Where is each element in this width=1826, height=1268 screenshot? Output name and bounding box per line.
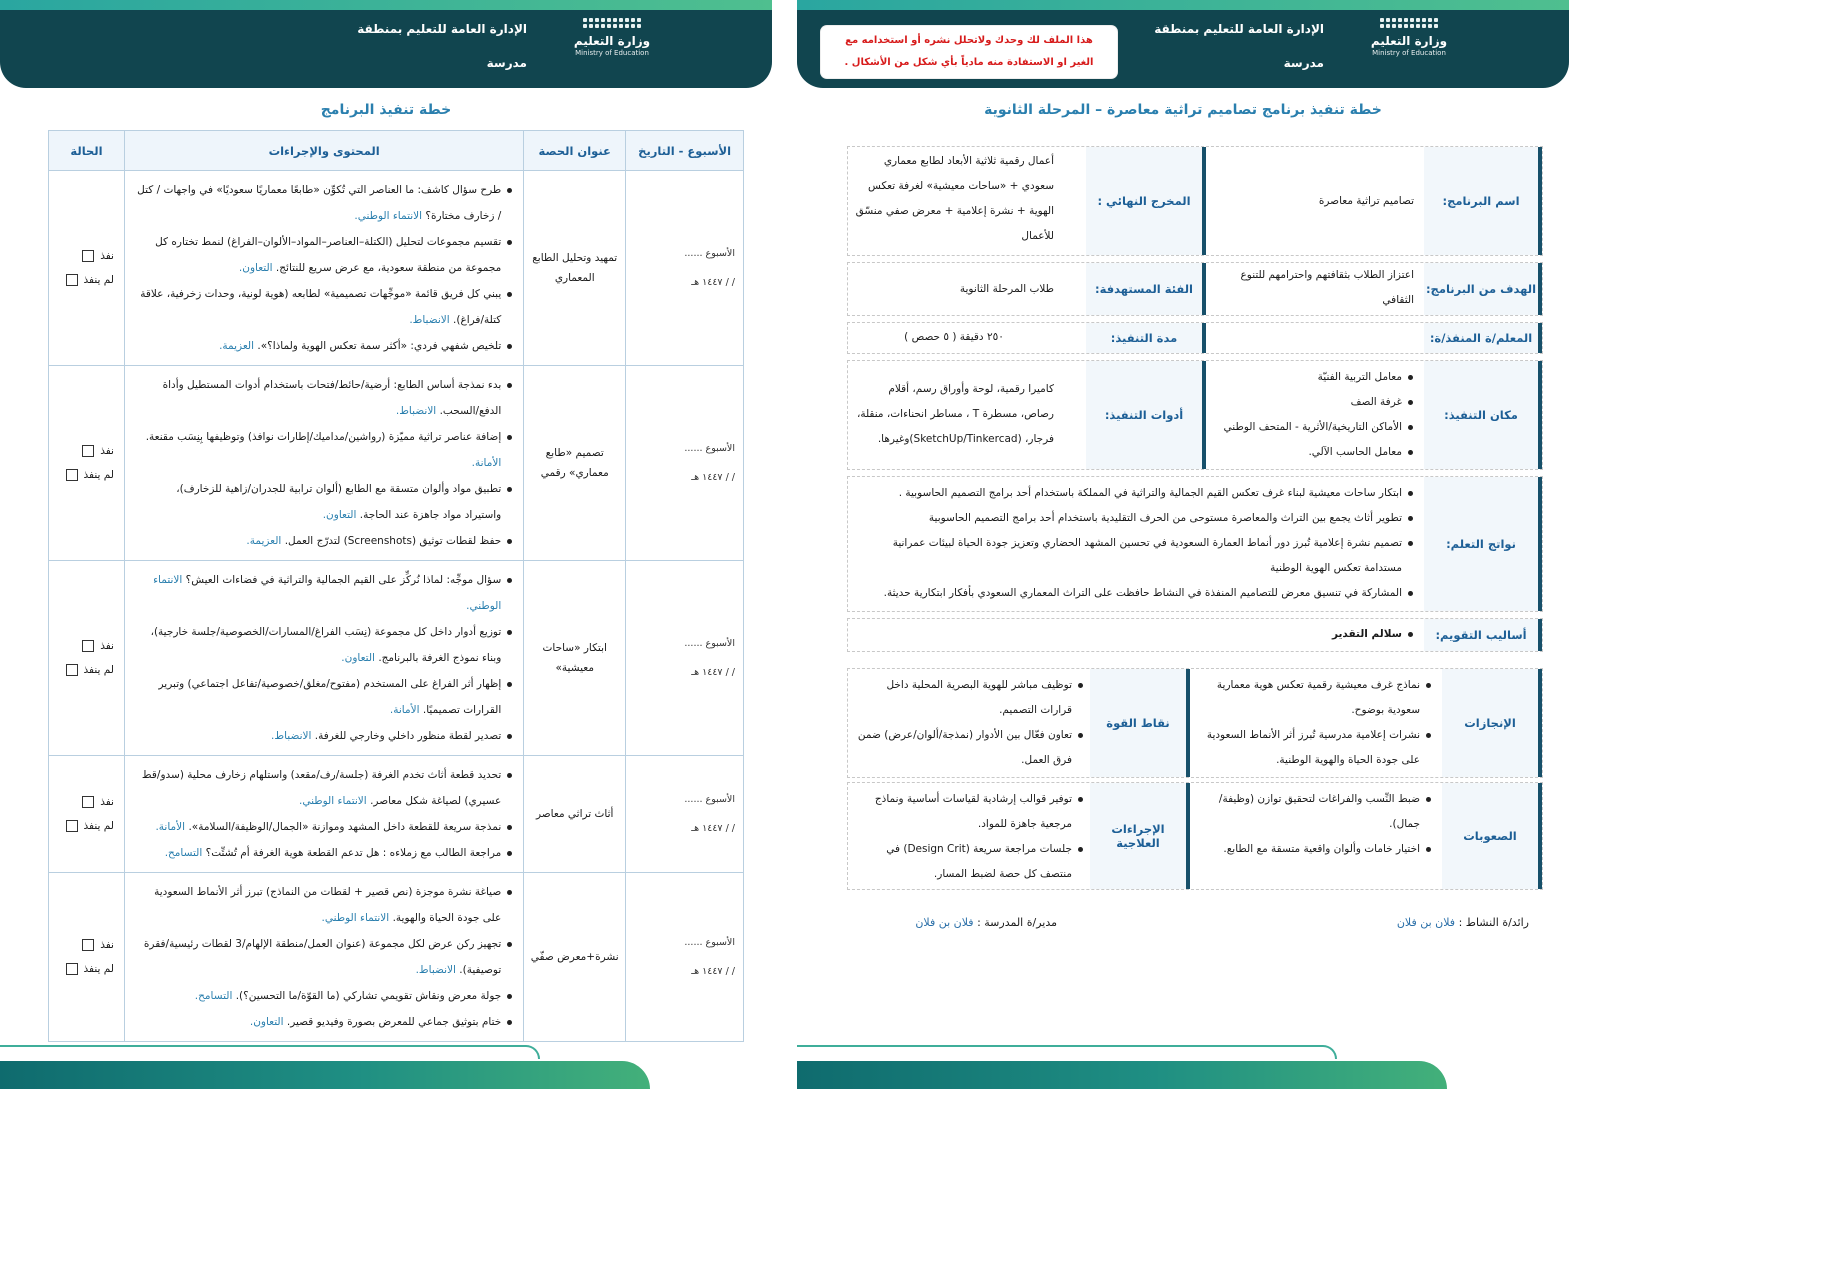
footer-band	[0, 1061, 650, 1089]
program-name-label: اسم البرنامج:	[1424, 147, 1542, 255]
week-date-cell: الأسبوع ...... / / ١٤٤٧ هـ	[626, 873, 744, 1042]
page-title: خطة تنفيذ برنامج تصاميم تراثية معاصرة – المرحلة الثانوية	[984, 102, 1382, 118]
ministry-logo	[1369, 18, 1449, 58]
place-list	[1218, 365, 1414, 465]
achievements-list	[1196, 673, 1432, 773]
content-item: صياغة نشرة موجزة (نص قصير + لقطات من النماذج) تبرز أثر الأنماط السعودية على جودة الحياة والهوية. الانتماء الوطني.	[137, 879, 513, 931]
logo-arabic: وزارة التعليم	[573, 34, 651, 48]
left-page	[0, 0, 772, 1089]
week-date-cell: الأسبوع ...... / / ١٤٤٧ هـ	[626, 171, 744, 366]
status-cell: نفذ لم ينفذ	[49, 873, 125, 1042]
program-name-value: تصاميم تراثية معاصرة	[1318, 194, 1414, 207]
footer-band	[797, 1061, 1447, 1089]
week-date-cell: الأسبوع ...... / / ١٤٤٧ هـ	[626, 756, 744, 873]
program-name-row	[847, 146, 1543, 256]
done-checkbox[interactable]	[82, 250, 94, 262]
table-row	[49, 561, 744, 756]
header-band	[0, 0, 772, 88]
outcome-item: تصميم نشرة إعلامية تُبرز دور أنماط العمارة السعودية في تحسين المشهد الحضاري وتعزيز جودة الحياة لبيئات عمرانية مستدامة تعكس الهوية الوطنية	[858, 531, 1414, 581]
goal-value: اعتزاز الطلاب بثقافتهم واحترامهم للتنوع الثقافي	[1240, 269, 1414, 306]
remedy-item: توفير قوالب إرشادية لقياسات أساسية ونماذج مرجعية جاهزة للمواد.	[854, 787, 1084, 837]
status-cell: نفذ لم ينفذ	[49, 171, 125, 366]
logo-dots-icon	[572, 18, 652, 28]
table-row	[49, 756, 744, 873]
content-item: مراجعة الطالب مع زملاءه : هل تدعم القطعة هوية الغرفة أم تُشتِّت؟ التسامح.	[137, 840, 513, 866]
session-title: نشرة+معرض صفّي	[524, 873, 626, 1042]
duration-value: ٢٥٠ دقيقة ( ٥ حصص )	[904, 331, 1004, 343]
column-header: الأسبوع - التاريخ	[626, 131, 744, 171]
done-checkbox[interactable]	[82, 640, 94, 652]
content-item: تجهيز ركن عرض لكل مجموعة (عنوان العمل/منطقة الإلهام/3 لقطات رئيسية/فقرة توصيفية). الانضباط.	[137, 931, 513, 983]
plan-table	[48, 130, 744, 1042]
activity-leader-name: فلان بن فلان	[1396, 916, 1456, 929]
school-label: مدرسة	[1283, 56, 1324, 70]
content-cell	[124, 756, 523, 873]
content-item: جولة معرض ونقاش تقويمي تشاركي (ما القوّة/ما التحسين؟). التسامح.	[137, 983, 513, 1009]
target-value: طلاب المرحلة الثانوية	[959, 282, 1054, 295]
right-page	[797, 0, 1569, 1089]
principal-signature: مدير/ة المدرسة : فلان بن فلان	[915, 916, 1057, 929]
strength-item: توظيف مباشر للهوية البصرية المحلية داخل قرارات التصميم.	[854, 673, 1084, 723]
content-item: حفظ لقطات توثيق (Screenshots) لتدرّج العمل. العزيمة.	[137, 528, 513, 554]
logo-dots-icon	[1369, 18, 1449, 28]
place-item: معامل التربية الفنيّة	[1218, 365, 1414, 390]
activity-leader-signature: رائد/ة النشاط : فلان بن فلان	[1396, 916, 1529, 929]
target-label: الفئة المستهدفة:	[1086, 263, 1206, 315]
difficulties-row	[847, 782, 1543, 890]
done-checkbox[interactable]	[82, 939, 94, 951]
teacher-row	[847, 322, 1543, 354]
goal-label: الهدف من البرنامج:	[1424, 263, 1542, 315]
table-row	[49, 171, 744, 366]
column-header: عنوان الحصة	[524, 131, 626, 171]
content-item: توزيع أدوار داخل كل مجموعة (نِسَب الفراغ/المسارات/الخصوصية/جلسة خارجية)، وبناء نموذج الغرفة بالبرنامج. التعاون.	[137, 619, 513, 671]
copyright-warning: هذا الملف لك وحدك ولاتحلل نشره أو استخدامه مع الغير او الاستفادة منه مادياً بأي شكل من الأشكال .	[821, 26, 1117, 78]
logo-english: Ministry of Education	[1372, 49, 1446, 57]
achievements-row	[847, 668, 1543, 778]
principal-name: فلان بن فلان	[915, 916, 974, 929]
table-row	[49, 873, 744, 1042]
content-cell	[124, 873, 523, 1042]
not-done-checkbox[interactable]	[66, 274, 78, 286]
done-checkbox[interactable]	[82, 796, 94, 808]
not-done-checkbox[interactable]	[66, 820, 78, 832]
content-item: بدء نمذجة أساس الطابع: أرضية/حائط/فتحات باستخدام أدوات المستطيل وأداة الدفع/السحب. الانضباط.	[137, 372, 513, 424]
place-item: معامل الحاسب الآلي.	[1218, 440, 1414, 465]
outcome-item: ابتكار ساحات معيشية لبناء غرف تعكس القيم الجمالية والتراثية في المملكة باستخدام أحد برامج التصميم الحاسوبية .	[858, 481, 1414, 506]
outcome-item: تطوير أثاث يجمع بين التراث والمعاصرة مستوحى من الحرف التقليدية باستخدام أحد برامج التصميم الحاسوبية	[858, 506, 1414, 531]
tools-value: كاميرا رقمية، لوحة وأوراق رسم، أقلام رصاص، مسطرة T ، مساطر انحناءات، منقلة، فرجار، (SketchUp/Tinkercad)وغيرها.	[856, 383, 1054, 445]
content-item: تلخيص شفهي فردي: «أكثر سمة تعكس الهوية ولماذا؟». العزيمة.	[137, 333, 513, 359]
column-header: المحتوى والإجراءات	[124, 131, 523, 171]
strengths-label: نقاط القوة	[1090, 669, 1190, 777]
week-date-cell: الأسبوع ...... / / ١٤٤٧ هـ	[626, 366, 744, 561]
content-item: تحديد قطعة أثاث تخدم الغرفة (جلسة/رف/مقعد) واستلهام زخارف محلية (سدو/قط عسيري) لصياغة شكل معاصر. الانتماء الوطني.	[137, 762, 513, 814]
remedy-item: جلسات مراجعة سريعة (Design Crit) في منتصف كل حصة لضبط المسار.	[854, 837, 1084, 887]
not-done-checkbox[interactable]	[66, 963, 78, 975]
session-title: ابتكار «ساحات معيشية»	[524, 561, 626, 756]
assessment-label: أساليب التقويم:	[1424, 619, 1542, 651]
content-item: إضافة عناصر تراثية مميّزة (رواشين/مداميك/إطارات نوافذ) وتوظيفها بِنِسَب مقنعة. الأمانة.	[137, 424, 513, 476]
place-row	[847, 360, 1543, 470]
final-output-value: أعمال رقمية ثلاثية الأبعاد لطابع معماري سعودي + «ساحات معيشية» لغرفة تعكس الهوية + نشرة إعلامية + معرض صفي منسّق للأعمال	[855, 155, 1054, 242]
duration-label: مدة التنفيذ:	[1086, 323, 1206, 353]
ministry-logo	[572, 18, 652, 58]
not-done-checkbox[interactable]	[66, 664, 78, 676]
outcomes-row	[847, 476, 1543, 612]
teacher-label: المعلم/ة المنفذ/ة:	[1424, 323, 1542, 353]
content-item: تقسيم مجموعات لتحليل (الكتلة–العناصر–المواد–الألوان–الفراغ) لنمط تختاره كل مجموعة من منطقة سعودية، مع عرض سريع للنتائج. التعاون.	[137, 229, 513, 281]
assessment-item: سلالم التقدير	[858, 622, 1414, 647]
table-row	[49, 366, 744, 561]
outcomes-list	[858, 481, 1414, 606]
content-cell	[124, 171, 523, 366]
session-title: أثاث تراثي معاصر	[524, 756, 626, 873]
session-title: تمهيد وتحليل الطابع المعماري	[524, 171, 626, 366]
remedies-label: الإجراءات العلاجية	[1090, 783, 1190, 889]
content-cell	[124, 366, 523, 561]
status-cell: نفذ لم ينفذ	[49, 756, 125, 873]
achievements-label: الإنجازات	[1442, 669, 1542, 777]
logo-arabic: وزارة التعليم	[1370, 34, 1448, 48]
content-item: تصدير لقطة منظور داخلي وخارجي للغرفة. الانضباط.	[137, 723, 513, 749]
difficulties-label: الصعوبات	[1442, 783, 1542, 889]
school-label: مدرسة	[486, 56, 527, 70]
place-item: الأماكن التاريخية/الأثرية - المتحف الوطني	[1218, 415, 1414, 440]
content-item: سؤال موجِّه: لماذا نُركِّز على القيم الجمالية والتراثية في فضاءات العيش؟ الانتماء الوطني.	[137, 567, 513, 619]
logo-english: Ministry of Education	[575, 49, 649, 57]
outcome-item: المشاركة في تنسيق معرض للتصاميم المنفذة في النشاط حافظت على التراث المعماري السعودي بأفكار ابتكارية حديثة.	[858, 581, 1414, 606]
place-label: مكان التنفيذ:	[1424, 361, 1542, 469]
tools-label: أدوات التنفيذ:	[1086, 361, 1206, 469]
column-header: الحالة	[49, 131, 125, 171]
content-item: يبني كل فريق قائمة «موجِّهات تصميمية» لطابعه (هوية لونية، وحدات زخرفية، علاقة كتلة/فراغ). الانضباط.	[137, 281, 513, 333]
difficulty-item: ضبط النِّسب والفراغات لتحقيق توازن (وظيفة/جمال).	[1196, 787, 1432, 837]
content-item: إظهار أثر الفراغ على المستخدم (مفتوح/مغلق/خصوصية/تفاعل اجتماعي) وتبرير القرارات تصميميًا. الأمانة.	[137, 671, 513, 723]
outcomes-label: نواتج التعلم:	[1424, 477, 1542, 611]
week-date-cell: الأسبوع ...... / / ١٤٤٧ هـ	[626, 561, 744, 756]
strengths-list	[854, 673, 1084, 773]
strength-item: تعاون فعّال بين الأدوار (نمذجة/ألوان/عرض) ضمن فرق العمل.	[854, 723, 1084, 773]
content-item: نمذجة سريعة للقطعة داخل المشهد وموازنة «الجمال/الوظيفة/السلامة». الأمانة.	[137, 814, 513, 840]
directorate-title: الإدارة العامة للتعليم بمنطقة	[1154, 22, 1324, 36]
difficulties-list	[1196, 787, 1432, 862]
content-item: طرح سؤال كاشف: ما العناصر التي تُكوِّن «طابعًا معماريًا سعوديًا» في واجهات / كتل / زخارف مختارة؟ الانتماء الوطني.	[137, 177, 513, 229]
final-output-label: المخرج النهائي :	[1086, 147, 1206, 255]
content-item: ختام بتوثيق جماعي للمعرض بصورة وفيديو قصير. التعاون.	[137, 1009, 513, 1035]
remedies-list	[854, 787, 1084, 887]
content-item: تطبيق مواد وألوان متسقة مع الطابع (ألوان ترابية للجدران/زاهية للزخارف)، واستيراد مواد جاهزة عند الحاجة. التعاون.	[137, 476, 513, 528]
content-cell	[124, 561, 523, 756]
achievement-item: نماذج غرف معيشية رقمية تعكس هوية معمارية سعودية بوضوح.	[1196, 673, 1432, 723]
header-band	[797, 0, 1569, 88]
status-cell: نفذ لم ينفذ	[49, 561, 125, 756]
difficulty-item: اختيار خامات وألوان واقعية متسقة مع الطابع.	[1196, 837, 1432, 862]
assessment-row	[847, 618, 1543, 652]
session-title: تصميم «طابع معماري» رقمي	[524, 366, 626, 561]
assessment-list	[858, 622, 1414, 647]
done-checkbox[interactable]	[82, 445, 94, 457]
achievement-item: نشرات إعلامية مدرسية تُبرز أثر الأنماط السعودية على جودة الحياة والهوية الوطنية.	[1196, 723, 1432, 773]
goal-row	[847, 262, 1543, 316]
directorate-title: الإدارة العامة للتعليم بمنطقة	[357, 22, 527, 36]
not-done-checkbox[interactable]	[66, 469, 78, 481]
status-cell: نفذ لم ينفذ	[49, 366, 125, 561]
place-item: غرفة الصف	[1218, 390, 1414, 415]
page-title: خطة تنفيذ البرنامج	[320, 102, 452, 118]
